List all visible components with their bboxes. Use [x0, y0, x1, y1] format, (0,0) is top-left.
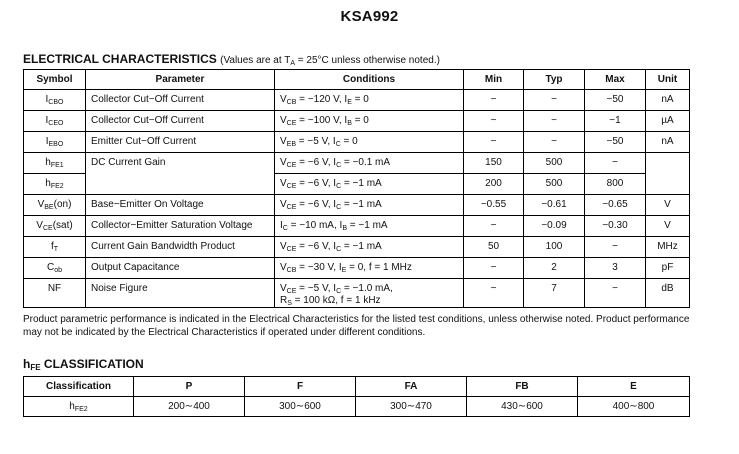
unit-cell: nA [646, 132, 690, 153]
table-row [24, 237, 690, 258]
symbol-cell: $V_{CE}(sat)$ [24, 216, 86, 237]
symbol-cell: $h_{FE1}$ [24, 153, 86, 174]
electrical-characteristics-table [23, 69, 690, 308]
conditions-cell: $I_C = -10$ mA, $I_B = -1$ mA [275, 216, 464, 237]
parameter-cell: Noise Figure [86, 279, 275, 308]
min-cell: − [464, 258, 524, 279]
max-cell: 3 [585, 258, 646, 279]
max-cell: −0.30 [585, 216, 646, 237]
parameter-cell: Output Capacitance [86, 258, 275, 279]
typ-cell: 7 [524, 279, 585, 308]
symbol-cell: $I_{CBO}$ [24, 90, 86, 111]
unit-cell: pF [646, 258, 690, 279]
table-row [24, 132, 690, 153]
table-row [24, 397, 690, 417]
classification-value-cell: 300∼600 [245, 397, 356, 417]
column-header: Max [585, 70, 646, 90]
max-cell: − [585, 237, 646, 258]
classification-value-cell: 400∼800 [578, 397, 690, 417]
column-header: P [134, 377, 245, 397]
document-title: KSA992 [340, 8, 399, 25]
table-row [24, 111, 690, 132]
unit-cell [646, 153, 690, 195]
min-cell: − [464, 279, 524, 308]
typ-cell: − [524, 132, 585, 153]
electrical-characteristics-heading [23, 52, 440, 66]
table-row [24, 216, 690, 237]
typ-cell: 100 [524, 237, 585, 258]
unit-cell: V [646, 216, 690, 237]
column-header: Typ [524, 70, 585, 90]
column-header: Unit [646, 70, 690, 90]
typ-cell: 500 [524, 174, 585, 195]
min-cell: −0.55 [464, 195, 524, 216]
classification-value-cell: 430∼600 [467, 397, 578, 417]
min-cell: 50 [464, 237, 524, 258]
conditions-cell: $V_{CE} = -6$ V, $I_C = -1$ mA [275, 237, 464, 258]
conditions-cell: $V_{CE} = -5$ V, $I_C = -1.0$ mA, $R_S = 100$ kΩ, f = 1 kHz [275, 279, 464, 308]
max-cell: −50 [585, 90, 646, 111]
min-cell: − [464, 216, 524, 237]
column-header: Symbol [24, 70, 86, 90]
column-header: Parameter [86, 70, 275, 90]
parameter-cell: Collector Cut−Off Current [86, 90, 275, 111]
table-header-row [24, 377, 690, 397]
classification-value-cell: 200∼400 [134, 397, 245, 417]
row-label-cell: $h_{FE2}$ [24, 397, 134, 417]
symbol-cell: $V_{BE}(on)$ [24, 195, 86, 216]
table-row [24, 195, 690, 216]
max-cell: −0.65 [585, 195, 646, 216]
column-header: Min [464, 70, 524, 90]
symbol-cell: $I_{CEO}$ [24, 111, 86, 132]
conditions-cell: $V_{CE} = -6$ V, $I_C = -1$ mA [275, 195, 464, 216]
parameter-cell: Collector−Emitter Saturation Voltage [86, 216, 275, 237]
min-cell: 150 [464, 153, 524, 174]
classification-value-cell: 300∼470 [356, 397, 467, 417]
ec-heading-note: (Values are at $T_A = 25^\circ C$ unless otherwise noted.) [220, 55, 440, 67]
min-cell: − [464, 90, 524, 111]
table-row [24, 279, 690, 308]
parameter-cell: DC Current Gain [86, 153, 275, 195]
column-header: E [578, 377, 690, 397]
typ-cell: 2 [524, 258, 585, 279]
min-cell: − [464, 132, 524, 153]
parameter-cell: Collector Cut−Off Current [86, 111, 275, 132]
table-header-row [24, 70, 690, 90]
max-cell: −50 [585, 132, 646, 153]
max-cell: − [585, 153, 646, 174]
hfe-classification-heading: $h_{FE}$ CLASSIFICATION [23, 357, 144, 372]
min-cell: 200 [464, 174, 524, 195]
table-row [24, 90, 690, 111]
conditions-cell: $V_{CE} = -6$ V, $I_C = -0.1$ mA [275, 153, 464, 174]
max-cell: − [585, 279, 646, 308]
max-cell: 800 [585, 174, 646, 195]
typ-cell: − [524, 90, 585, 111]
conditions-cell: $V_{CB} = -120$ V, $I_E = 0$ [275, 90, 464, 111]
ec-heading-text: ELECTRICAL CHARACTERISTICS [23, 52, 217, 66]
symbol-cell: $f_T$ [24, 237, 86, 258]
max-cell: −1 [585, 111, 646, 132]
parameter-cell: Current Gain Bandwidth Product [86, 237, 275, 258]
table-row [24, 153, 690, 174]
typ-cell: −0.61 [524, 195, 585, 216]
typ-cell: −0.09 [524, 216, 585, 237]
unit-cell: µA [646, 111, 690, 132]
conditions-cell: $V_{EB} = -5$ V, $I_C = 0$ [275, 132, 464, 153]
column-header: FB [467, 377, 578, 397]
column-header: FA [356, 377, 467, 397]
symbol-cell: $C_{ob}$ [24, 258, 86, 279]
conditions-cell: $V_{CB} = -30$ V, $I_E = 0$, f = 1 MHz [275, 258, 464, 279]
symbol-cell: $I_{EBO}$ [24, 132, 86, 153]
symbol-cell: NF [24, 279, 86, 308]
unit-cell: MHz [646, 237, 690, 258]
conditions-cell: $V_{CE} = -100$ V, $I_B = 0$ [275, 111, 464, 132]
parameter-cell: Emitter Cut−Off Current [86, 132, 275, 153]
column-header: Conditions [275, 70, 464, 90]
table-row [24, 258, 690, 279]
footnote: Product parametric performance is indicated in the Electrical Characteristics for the listed test conditions, unless otherwise noted. Product performance may not be indicated by the Electrical Characteristics if operated under different conditions. [23, 314, 690, 338]
column-header: Classification [24, 377, 134, 397]
symbol-cell: $h_{FE2}$ [24, 174, 86, 195]
typ-cell: − [524, 111, 585, 132]
parameter-cell: Base−Emitter On Voltage [86, 195, 275, 216]
typ-cell: 500 [524, 153, 585, 174]
unit-cell: V [646, 195, 690, 216]
unit-cell: dB [646, 279, 690, 308]
column-header: F [245, 377, 356, 397]
conditions-cell: $V_{CE} = -6$ V, $I_C = -1$ mA [275, 174, 464, 195]
unit-cell: nA [646, 90, 690, 111]
hfe-classification-table [23, 376, 690, 417]
min-cell: − [464, 111, 524, 132]
